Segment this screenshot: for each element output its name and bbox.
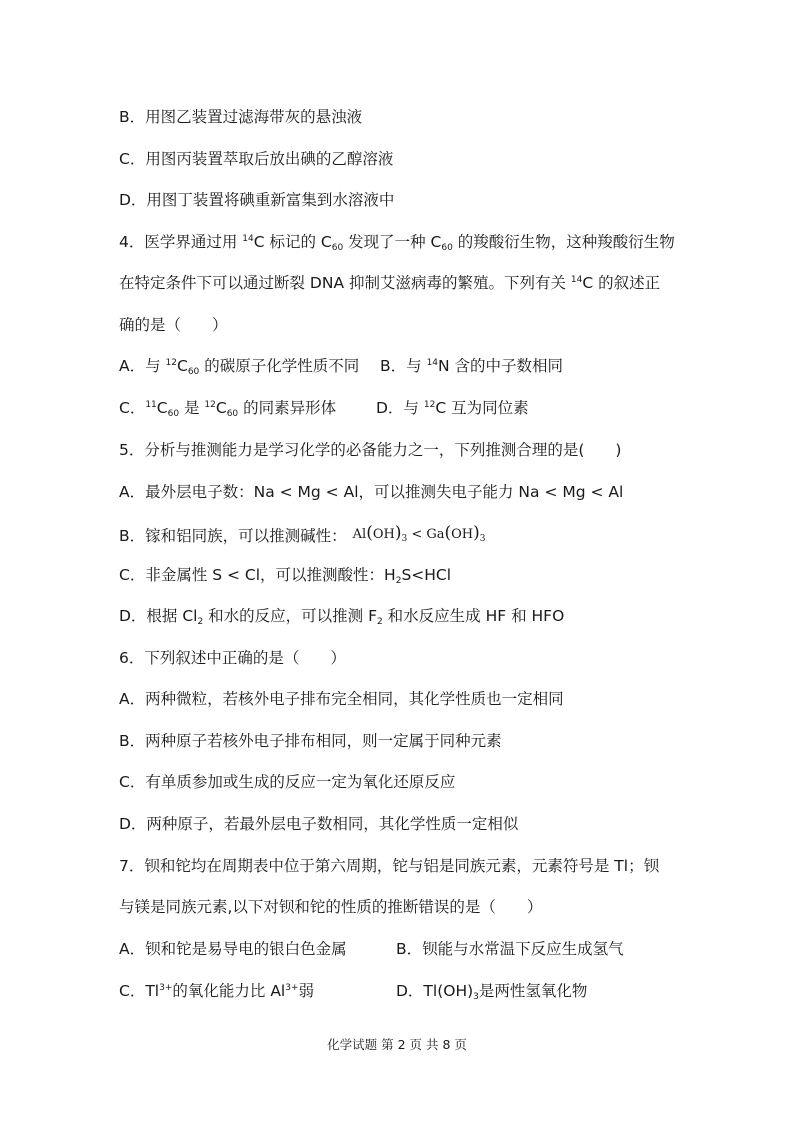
q3-option-b: B．用图乙装置过滤海带灰的悬浊液: [119, 108, 363, 126]
q6-option-a: A．两种微粒，若核外电子排布完全相同，其化学性质也一定相同: [119, 690, 564, 708]
q4-stem-line1: 4．医学界通过用 $^{14}$C 标记的 $C_{60}$ 发现了一种 $C_{60}$ 的羧酸衍生物，这种羧酸衍生物: [119, 233, 675, 253]
q7-option-d: D．$Tl(OH)_3$是两性氢氧化物: [396, 982, 588, 1002]
q7-option-a: A．钡和铊是易导电的银白色金属: [119, 940, 347, 958]
page-footer: 化学试题 第 2 页 共 8 页: [327, 1037, 467, 1052]
q5-option-c: C．非金属性 S < Cl，可以推测酸性：$H_2S<HCl$: [119, 566, 452, 586]
q5-option-a: A．最外层电子数：Na < Mg < Al，可以推测失电子能力 Na < Mg < Al: [119, 483, 624, 501]
q5-option-b: B．镓和铝同族，可以推测碱性： $Al(OH)_3 < Ga(OH)_3$: [119, 523, 486, 545]
q7-option-c: C．$Tl^{3+}$的氧化能力比 $Al^{3+}$弱: [119, 982, 315, 1000]
q7-stem-line1: 7．钡和铊均在周期表中位于第六周期，铊与铝是同族元素，元素符号是 Tl；钡: [119, 857, 660, 875]
q7-option-b: B．钡能与水常温下反应生成氢气: [396, 940, 624, 958]
q4-stem-line3: 确的是（ ）: [119, 316, 228, 334]
hydroxide-formula: $Al(OH)_3 < Ga(OH)_3$: [352, 523, 486, 544]
q3-option-c: C．用图丙装置萃取后放出碘的乙醇溶液: [119, 150, 394, 168]
q4-option-d: D．与 $^{12}$C 互为同位素: [376, 399, 529, 417]
q4-option-c: C．$^{11}C_{60}$ 是 $^{12}C_{60}$ 的同素异形体: [119, 399, 337, 419]
q4-option-a: A．与 $^{12}C_{60}$ 的碳原子化学性质不同: [119, 357, 360, 377]
q5-option-d: D．根据 $Cl_2$ 和水的反应，可以推测 $F_2$ 和水反应生成 HF 和 HFO: [119, 607, 565, 627]
q4-option-b: B．与 $^{14}$N 含的中子数相同: [380, 357, 564, 375]
q6-option-b: B．两种原子若核外电子排布相同，则一定属于同种元素: [119, 732, 502, 750]
q4-stem-line2: 在特定条件下可以通过断裂 DNA 抑制艾滋病毒的繁殖。下列有关 $^{14}$C 的叙述正: [119, 274, 661, 292]
q6-option-d: D．两种原子，若最外层电子数相同，其化学性质一定相似: [119, 815, 519, 833]
q3-option-d: D．用图丁装置将碘重新富集到水溶液中: [119, 191, 395, 209]
q6-option-c: C．有单质参加或生成的反应一定为氧化还原反应: [119, 773, 456, 791]
q5-stem: 5．分析与推测能力是学习化学的必备能力之一，下列推测合理的是( ): [119, 441, 622, 459]
q6-stem: 6．下列叙述中正确的是（ ）: [119, 649, 346, 667]
q7-stem-line2: 与镁是同族元素,以下对钡和铊的性质的推断错误的是（ ）: [119, 898, 543, 916]
